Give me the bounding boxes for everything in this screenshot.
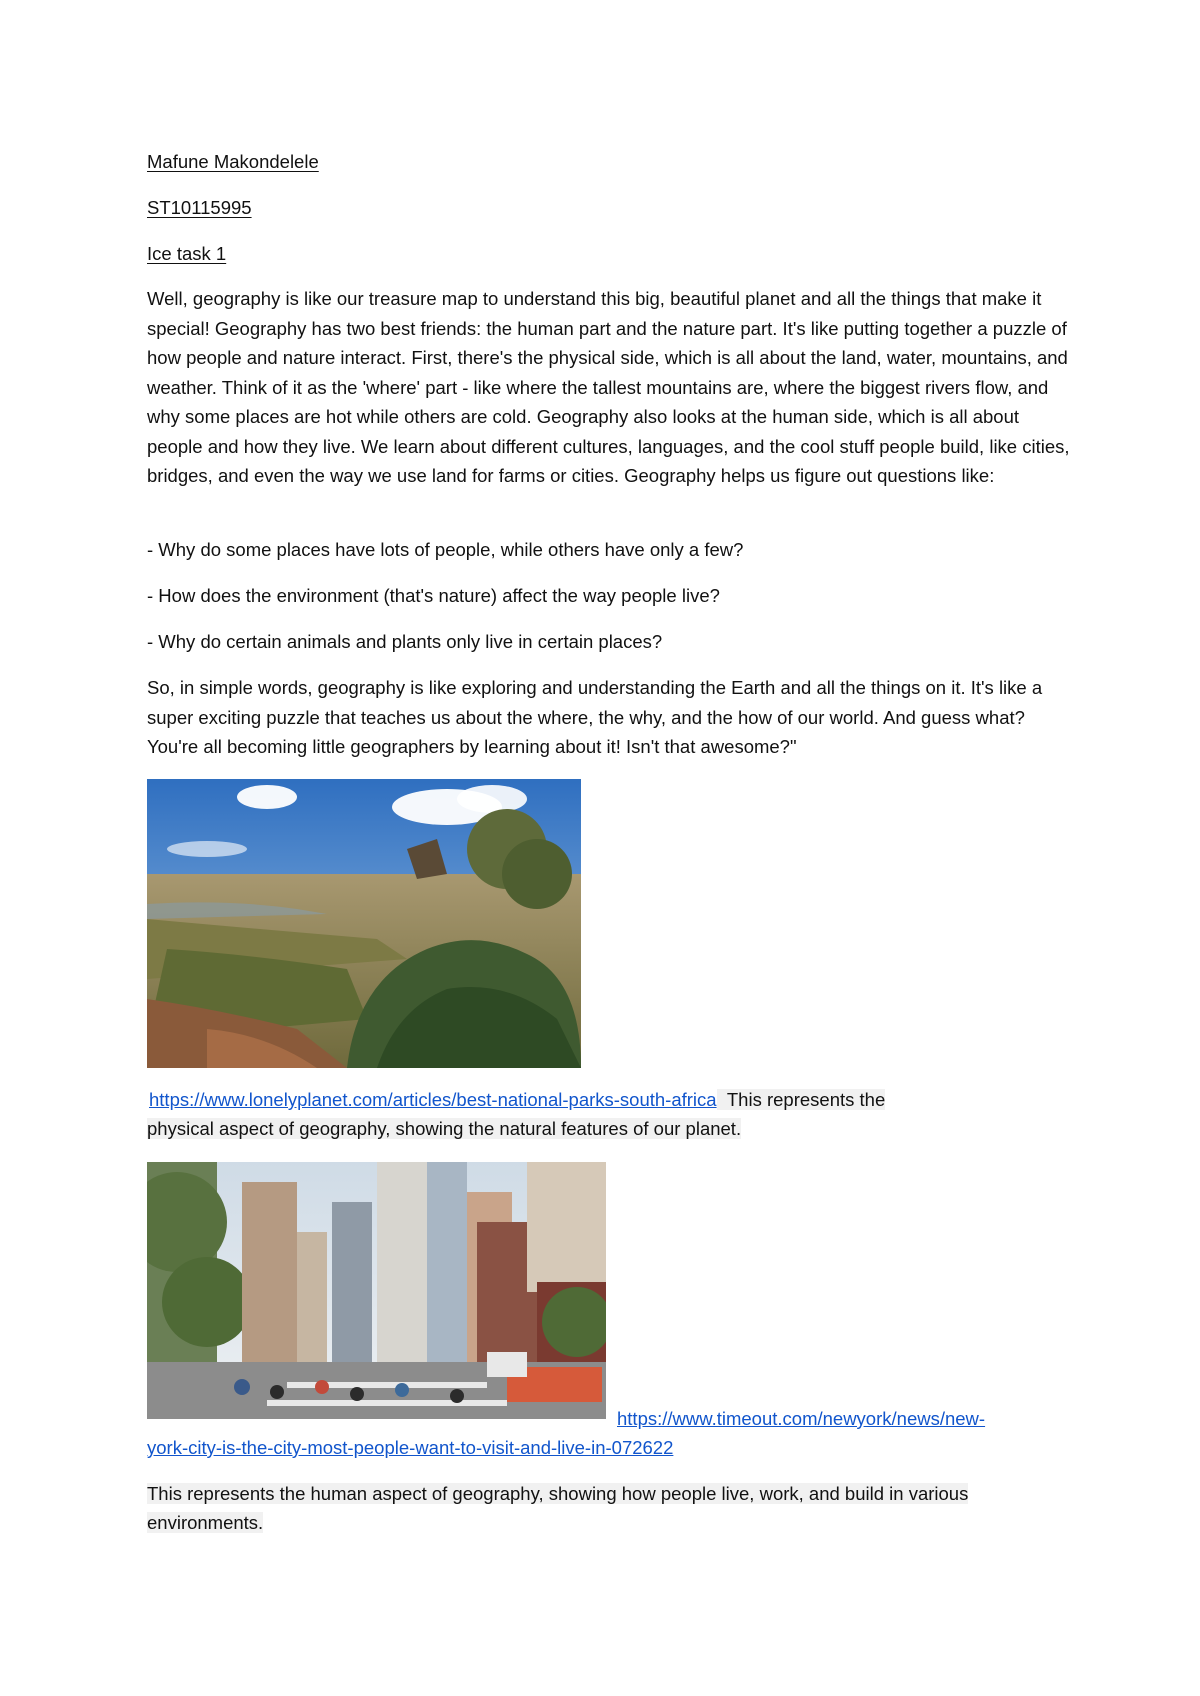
human-caption-end: environments. [147, 1512, 264, 1533]
lonely-planet-link[interactable]: https://www.lonelyplanet.com/articles/best-national-parks-south-africa [149, 1089, 717, 1110]
physical-caption-line-2 [147, 1114, 741, 1143]
question-1: - Why do some places have lots of people, while others have only a few? [147, 539, 744, 560]
human-caption-line-2 [147, 1508, 263, 1537]
task-title: Ice task 1 [147, 243, 227, 264]
timeout-link-continued[interactable]: york-city-is-the-city-most-people-want-to-visit-and-live-in-072622 [147, 1437, 674, 1458]
student-number: ST10115995 [147, 197, 252, 218]
human-link-line-2 [147, 1433, 673, 1462]
timeout-link[interactable]: https://www.timeout.com/newyork/news/new- [617, 1408, 986, 1429]
city-street-illustration [147, 1162, 606, 1419]
intro-paragraph: Well, geography is like our treasure map to understand this big, beautiful planet and all the things that make it special! Geography has two best friends: the human part and the nature part. It's like putting together a puzzle of how people and nature interact. First, there's the physical side, which is all about the land, water, mountains, and weather. Think of it as the 'where' part - like where the tallest mountains are, where the biggest rivers flow, and why some places are hot while others are cold. Geography also looks at the human side, which is all about people and how they live. We learn about different cultures, languages, and the cool stuff people build, like cities, bridges, and even the way we use land for farms or cities. Geography helps us figure out questions like: [147, 288, 1070, 486]
human-link-line-1 [617, 1404, 985, 1433]
physical-caption-line-1 [149, 1085, 885, 1114]
national-park-photo [147, 779, 581, 1068]
physical-caption-end: physical aspect of geography, showing the natural features of our planet. [147, 1118, 742, 1139]
question-2: - How does the environment (that's nature) affect the way people live? [147, 585, 720, 606]
physical-caption-start: This represents the [726, 1089, 886, 1110]
conclusion-paragraph: So, in simple words, geography is like exploring and understanding the Earth and all the things on it. It's like a super exciting puzzle that teaches us about the where, the why, and the how of our world. And guess what? You're all becoming little geographers by learning about it! Isn't that awesome?" [147, 677, 1043, 757]
national-park-illustration [147, 779, 581, 1068]
question-3: - Why do certain animals and plants only live in certain places? [147, 631, 663, 652]
city-street-photo [147, 1162, 606, 1419]
author-name: Mafune Makondelele [147, 151, 319, 172]
human-caption-start: This represents the human aspect of geography, showing how people live, work, and build in various [147, 1483, 969, 1504]
human-caption-line-1 [147, 1479, 968, 1508]
